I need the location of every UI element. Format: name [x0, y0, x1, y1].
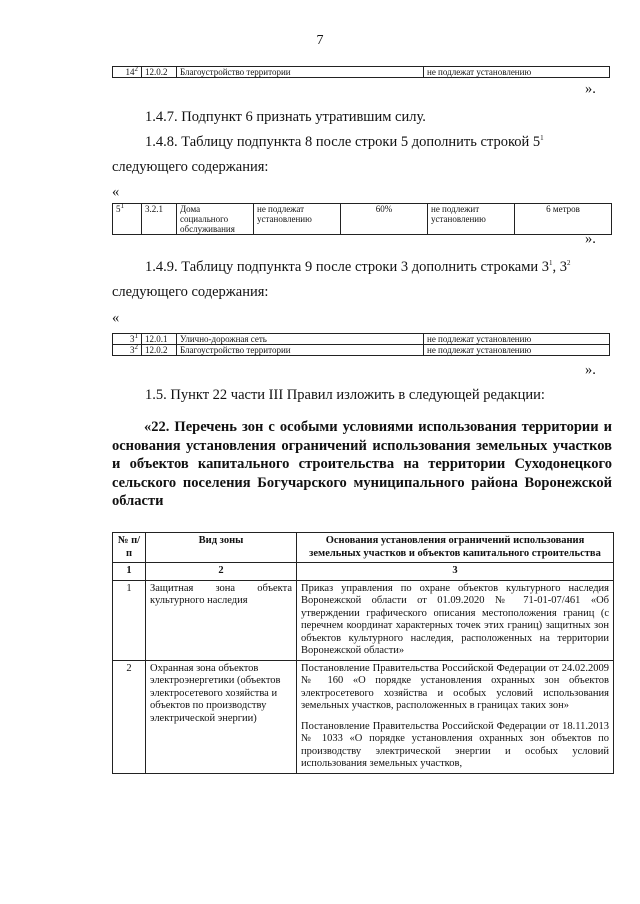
row-name: Дома социального обслуживания [177, 204, 254, 235]
row-number-sup: 2 [134, 343, 138, 351]
row-code: 12.0.2 [142, 345, 177, 356]
spacer [301, 713, 609, 721]
table-row [113, 204, 612, 235]
paragraph-1-4-7: 1.4.7. Подпункт 6 признать утратившим силу. [145, 109, 426, 125]
header-zone: Вид зоны [146, 533, 297, 563]
table-insert-rows [112, 333, 610, 356]
index-cell: 3 [297, 563, 614, 581]
row-code: 12.0.2 [142, 67, 177, 78]
row-value: не подлежат установлению [424, 67, 610, 78]
row-number: 2 [113, 660, 146, 773]
quote-close: ». [585, 81, 596, 97]
zone-type: Защитная зона объекта культурного наследия [146, 580, 297, 660]
zone-type: Охранная зона объектов электроэнергетики (объектов электросетевого хозяйства и объектов по производству электрической энергии) [146, 660, 297, 773]
table-row [113, 334, 610, 345]
quote-close: ». [585, 231, 596, 247]
table-header-row [113, 533, 614, 563]
zones-table [112, 532, 614, 774]
row-name: Благоустройство территории [177, 345, 424, 356]
table-index-row [113, 563, 614, 581]
index-cell: 2 [146, 563, 297, 581]
index-cell: 1 [113, 563, 146, 581]
row-number: 1 [113, 580, 146, 660]
paragraph-1-4-8-cont: следующего содержания: [112, 159, 269, 175]
table-row [113, 580, 614, 660]
row-value: не подлежат установлению [424, 345, 610, 356]
row-col4: не подлежат установлению [254, 204, 341, 235]
table-row [113, 660, 614, 773]
paragraph-1-4-9: 1.4.9. Таблицу подпункта 9 после строки 3 дополнить строками $3^1$, $3^2$ [145, 259, 571, 275]
quote-open: « [112, 310, 120, 326]
paragraph-1-4-8: 1.4.8. Таблицу подпункта 8 после строки 5 дополнить строкой $5^1$ [145, 134, 544, 150]
header-basis: Основания установления ограничений использования земельных участков и объектов капитального строительства [297, 533, 614, 563]
row-name: Улично-дорожная сеть [177, 334, 424, 345]
basis-paragraph: Постановление Правительства Российской Федерации от 24.02.2009 № 160 «О порядке установления охранных зон объектов электросетевого хозяйства и особых условий использования земельных участков, расположенных в границах таких зон» [301, 662, 609, 711]
basis-paragraph: Постановление Правительства Российской Федерации от 18.11.2013 № 1033 «О порядке установления охранных зон объектов по производству электрической энергии и особых условий использования земельных участков, [301, 720, 609, 769]
row-value: не подлежат установлению [424, 334, 610, 345]
paragraph-1-4-9-cont: следующего содержания: [112, 284, 269, 300]
zone-basis [297, 660, 614, 773]
row-number: 5 [116, 204, 121, 214]
zone-basis: Приказ управления по охране объектов культурного наследия Воронежской области от 01.09.2020 № 71-01-07/461 «Об утверждении графического описания местоположения границ (с перечнем координат характерных точек этих границ) защитных зон объектов культурного наследия, расположенных на территории Воронежской области» [297, 580, 614, 660]
row-name: Благоустройство территории [177, 67, 424, 78]
table-row [113, 67, 610, 78]
row-col5: 60% [341, 204, 428, 235]
table-row [113, 345, 610, 356]
row-number-sup: 1 [134, 332, 138, 340]
table-insert-row [112, 203, 612, 235]
header-num: № п/п [113, 533, 146, 563]
row-number: 14 [125, 67, 135, 77]
row-col6: не подлежит установлению [428, 204, 515, 235]
page-number: 7 [316, 33, 324, 48]
row-col7: 6 метров [515, 204, 612, 235]
row-code: 12.0.1 [142, 334, 177, 345]
paragraph-1-5: 1.5. Пункт 22 части III Правил изложить в следующей редакции: [145, 387, 545, 403]
quote-open: « [112, 184, 120, 200]
row-number-sup: 1 [120, 202, 124, 210]
quote-close: ». [585, 362, 596, 378]
row-number: 3 [130, 345, 135, 355]
table-continuation [112, 66, 610, 78]
row-number-sup: 2 [134, 65, 138, 73]
section-heading: «22. Перечень зон с особыми условиями использования территории и основания установления ограничений использования земельных участков и объектов капитального строительства на территории Суходонецкого сельского поселения Богучарского муниципального района Воронежской области [112, 419, 612, 509]
row-code: 3.2.1 [142, 204, 177, 235]
row-number: 3 [130, 334, 135, 344]
